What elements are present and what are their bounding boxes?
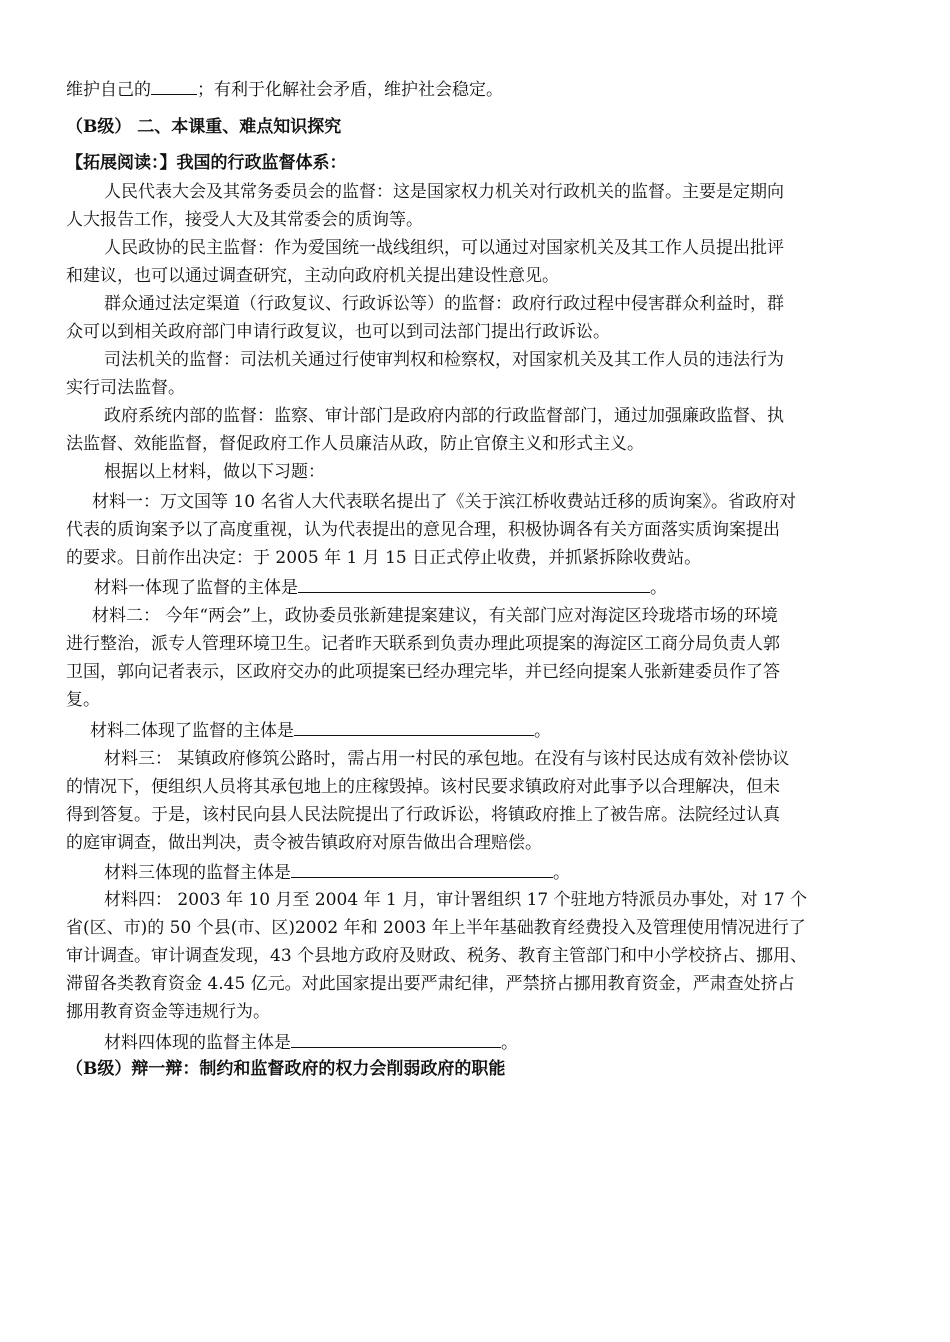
material-3-line-1: 材料三： 某镇政府修筑公路时，需占用一村民的承包地。在没有与该村民达成有效补偿协议 (104, 749, 790, 769)
reading-paragraph-1-line-2: 人大报告工作，接受人大及其常委会的质询等。 (66, 210, 423, 230)
material-3-answer-blank[interactable] (291, 861, 553, 878)
question-end-mark: 。 (553, 863, 570, 883)
reading-paragraph-3-line-1: 群众通过法定渠道（行政复议、行政诉讼等）的监督：政府行政过程中侵害群众利益时，群 (104, 294, 784, 314)
intro-text-pre: 维护自己的 (66, 80, 151, 100)
reading-paragraph-1-line-1: 人民代表大会及其常务委员会的监督：这是国家权力机关对行政机关的监督。主要是定期向 (104, 182, 784, 202)
material-2-line-3: 卫国，郭向记者表示，区政府交办的此项提案已经办理完毕，并已经向提案人张新建委员作了答 (66, 662, 780, 682)
material-4-line-1: 材料四： 2003 年 10 月至 2004 年 1 月，审计署组织 17 个驻地方特派员办事处，对 17 个 (104, 890, 808, 910)
reading-paragraph-2-line-1: 人民政协的民主监督：作为爱国统一战线组织，可以通过对国家机关及其工作人员提出批评 (104, 238, 784, 258)
material-4-question-text: 材料四体现的监督主体是 (104, 1033, 291, 1053)
material-4-line-5: 挪用教育资金等违规行为。 (66, 1002, 270, 1022)
material-2-question (90, 719, 551, 742)
material-3-line-2: 的情况下，便组织人员将其承包地上的庄稼毁掉。该村民要求镇政府对此事予以合理解决，但未 (66, 777, 780, 797)
question-end-mark: 。 (534, 721, 551, 741)
reading-heading: 【拓展阅读：】我国的行政监督体系： (66, 153, 347, 173)
answer-blank[interactable] (151, 78, 197, 95)
material-1-line-3: 的要求。日前作出决定：于 2005 年 1 月 15 日正式停止收费，并抓紧拆除收费站。 (66, 548, 702, 568)
material-2-line-1: 材料二： 今年“两会”上，政协委员张新建提案建议，有关部门应对海淀区玲珑塔市场的环境 (92, 606, 778, 626)
material-4-question (104, 1031, 518, 1054)
reading-paragraph-3-line-2: 众可以到相关政府部门申请行政复议，也可以到司法部门提出行政诉讼。 (66, 322, 610, 342)
question-end-mark: 。 (650, 578, 667, 598)
material-2-answer-blank[interactable] (294, 719, 534, 736)
intro-text-post: ；有利于化解社会矛盾，维护社会稳定。 (197, 80, 503, 100)
reading-paragraph-4-line-1: 司法机关的监督：司法机关通过行使审判权和检察权，对国家机关及其工作人员的违法行为 (104, 350, 784, 370)
intro-line (66, 78, 503, 101)
material-2-line-4: 复。 (66, 690, 100, 710)
reading-paragraph-5-line-2: 法监督、效能监督，督促政府工作人员廉洁从政，防止官僚主义和形式主义。 (66, 434, 644, 454)
debate-heading: （B级）辩一辩：制约和监督政府的权力会削弱政府的职能 (66, 1059, 506, 1079)
material-3-question-text: 材料三体现的监督主体是 (104, 863, 291, 883)
material-3-line-4: 的庭审调查，做出判决，责令被告镇政府对原告做出合理赔偿。 (66, 833, 542, 853)
reading-paragraph-5-line-1: 政府系统内部的监督：监察、审计部门是政府内部的行政监督部门，通过加强廉政监督、执 (104, 406, 784, 426)
material-1-answer-blank[interactable] (298, 576, 650, 593)
material-1-line-2: 代表的质询案予以了高度重视，认为代表提出的意见合理，积极协调各有关方面落实质询案提出 (66, 520, 780, 540)
material-4-line-3: 审计调查。审计调查发现，43 个县地方政府及财政、税务、教育主管部门和中小学校挤占、挪用、 (66, 946, 808, 966)
material-4-line-2: 省(区、市)的 50 个县(市、区)2002 年和 2003 年上半年基础教育经费投入及管理使用情况进行了 (66, 918, 806, 938)
material-1-line-1: 材料一：万文国等 10 名省人大代表联名提出了《关于滨江桥收费站迁移的质询案》。省政府对 (92, 492, 796, 512)
section-b-title: （B级） 二、本课重、难点知识探究 (66, 117, 342, 137)
reading-paragraph-4-line-2: 实行司法监督。 (66, 378, 185, 398)
reading-paragraph-2-line-2: 和建议，也可以通过调查研究，主动向政府机关提出建设性意见。 (66, 266, 559, 286)
material-4-answer-blank[interactable] (291, 1031, 501, 1048)
material-2-question-text: 材料二体现了监督的主体是 (90, 721, 294, 741)
material-1-question-text: 材料一体现了监督的主体是 (94, 578, 298, 598)
question-end-mark: 。 (501, 1033, 518, 1053)
material-1-question (94, 576, 667, 599)
material-3-line-3: 得到答复。于是，该村民向县人民法院提出了行政诉讼，将镇政府推上了被告席。法院经过认真 (66, 805, 780, 825)
material-2-line-2: 进行整治，派专人管理环境卫生。记者昨天联系到负责办理此项提案的海淀区工商分局负责人郭 (66, 634, 780, 654)
material-3-question (104, 861, 570, 884)
material-4-line-4: 滞留各类教育资金 4.45 亿元。对此国家提出要严肃纪律，严禁挤占挪用教育资金，严肃查处挤占 (66, 974, 795, 994)
reading-instruction: 根据以上材料，做以下习题： (104, 462, 325, 482)
